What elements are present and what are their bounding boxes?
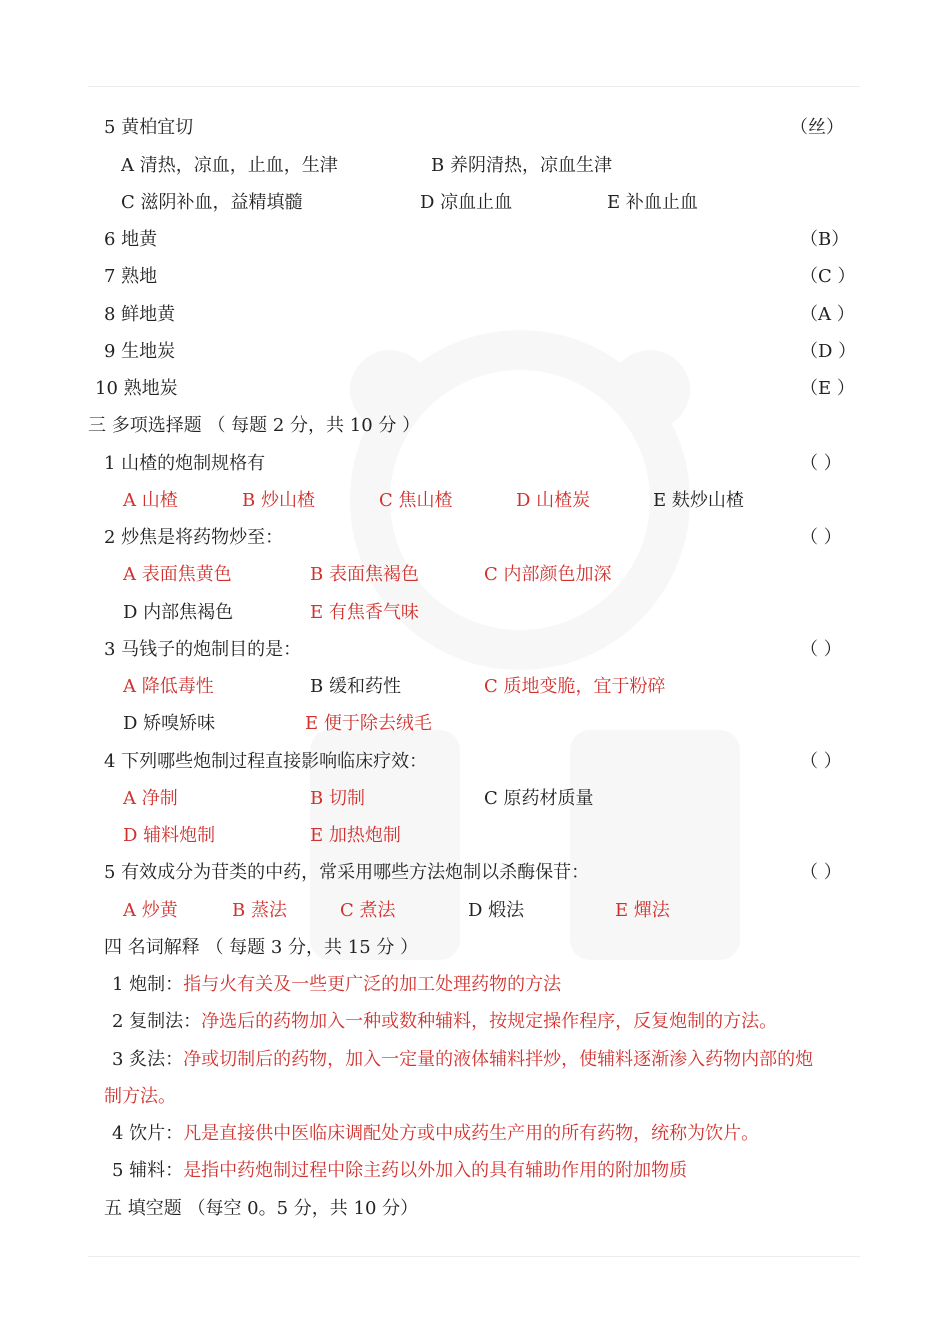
- option-e: E 麸炒山楂: [653, 490, 744, 511]
- section-heading: 三 多项选择题 （ 每题 2 分，共 10 分 ）: [88, 415, 421, 436]
- option-a: A 表面焦黄色: [123, 564, 232, 585]
- question-line: 8 鲜地黄: [104, 304, 176, 325]
- section-heading: 五 填空题 （每空 0。5 分，共 10 分）: [104, 1198, 419, 1219]
- term-definition: [112, 973, 561, 997]
- option-b: B 切制: [310, 788, 365, 809]
- answer-bracket: （ ）: [800, 862, 842, 883]
- question-line: 3 马钱子的炮制目的是：: [104, 639, 302, 660]
- term-text: 指与火有关及一些更广泛的加工处理药物的方法: [183, 974, 562, 995]
- term-text-continued: 制方法。: [104, 1086, 176, 1107]
- option-b: B 养阴清热，凉血生津: [431, 155, 612, 176]
- option-e: E 燀法: [615, 900, 670, 921]
- option-b: B 蒸法: [232, 900, 287, 921]
- term-text: 是指中药炮制过程中除主药以外加入的具有辅助作用的附加物质: [183, 1160, 688, 1181]
- option-e: E 便于除去绒毛: [305, 713, 432, 734]
- option-d: D 辅料炮制: [123, 825, 216, 846]
- answer-bracket: （D ）: [800, 341, 857, 362]
- question-line: 5 有效成分为苷类的中药，常采用哪些方法炮制以杀酶保苷：: [104, 862, 590, 883]
- option-a: A 清热，凉血，止血，生津: [121, 155, 338, 176]
- bottom-divider: [88, 1256, 860, 1257]
- question-line: 9 生地炭: [104, 341, 176, 362]
- question-line: 2 炒焦是将药物炒至：: [104, 527, 284, 548]
- option-c: C 原药材质量: [484, 788, 594, 809]
- term-definition: [112, 1159, 687, 1183]
- option-d: D 内部焦褐色: [123, 602, 234, 623]
- answer-bracket: （ ）: [800, 639, 842, 660]
- question-line: 5 黄柏宜切: [104, 117, 194, 138]
- term-definition: [112, 1122, 759, 1146]
- term-label: 2 复制法：: [112, 1011, 202, 1032]
- answer-bracket: （ ）: [800, 751, 842, 772]
- option-e: E 补血止血: [607, 192, 698, 213]
- option-a: A 降低毒性: [123, 676, 214, 697]
- option-b: B 缓和药性: [310, 676, 401, 697]
- option-e: E 加热炮制: [310, 825, 401, 846]
- term-label: 1 炮制：: [112, 974, 184, 995]
- answer-bracket: （C ）: [800, 266, 856, 287]
- option-c: C 内部颜色加深: [484, 564, 612, 585]
- option-e: E 有焦香气味: [310, 602, 419, 623]
- option-d: D 煅法: [468, 900, 525, 921]
- term-label: 3 炙法：: [112, 1049, 184, 1070]
- answer-bracket: （E ）: [800, 378, 855, 399]
- option-d: D 凉血止血: [420, 192, 513, 213]
- term-text: 净或切制后的药物，加入一定量的液体辅料拌炒，使辅料逐渐渗入药物内部的炮: [183, 1049, 814, 1070]
- answer-bracket: （ ）: [800, 453, 842, 474]
- term-label: 4 饮片：: [112, 1123, 184, 1144]
- term-text: 净选后的药物加入一种或数种辅料，按规定操作程序，反复炮制的方法。: [201, 1011, 778, 1032]
- answer-bracket: （ ）: [800, 527, 842, 548]
- option-c: C 焦山楂: [379, 490, 453, 511]
- option-c: C 煮法: [340, 900, 396, 921]
- term-definition: [112, 1048, 813, 1072]
- answer-bracket: （A ）: [800, 304, 855, 325]
- question-line: 6 地黄: [104, 229, 158, 250]
- answer-bracket: （B）: [800, 229, 850, 250]
- option-c: C 滋阴补血，益精填髓: [121, 192, 303, 213]
- question-line: 1 山楂的炮制规格有: [104, 453, 266, 474]
- option-a: A 炒黄: [123, 900, 178, 921]
- top-divider: [88, 86, 860, 87]
- question-line: 7 熟地: [104, 266, 158, 287]
- section-heading: 四 名词解释 （ 每题 3 分，共 15 分 ）: [104, 937, 419, 958]
- answer-bracket: （丝）: [790, 117, 844, 138]
- option-a: A 净制: [123, 788, 178, 809]
- option-d: D 矫嗅矫味: [123, 713, 216, 734]
- option-b: B 表面焦褐色: [310, 564, 419, 585]
- question-line: 4 下列哪些炮制过程直接影响临床疗效：: [104, 751, 428, 772]
- term-definition: [112, 1010, 777, 1034]
- term-text: 凡是直接供中医临床调配处方或中成药生产用的所有药物，统称为饮片。: [183, 1123, 760, 1144]
- option-b: B 炒山楂: [242, 490, 315, 511]
- option-c: C 质地变脆，宜于粉碎: [484, 676, 666, 697]
- term-label: 5 辅料：: [112, 1160, 184, 1181]
- question-line: 10 熟地炭: [95, 378, 178, 399]
- option-a: A 山楂: [123, 490, 178, 511]
- option-d: D 山楂炭: [516, 490, 591, 511]
